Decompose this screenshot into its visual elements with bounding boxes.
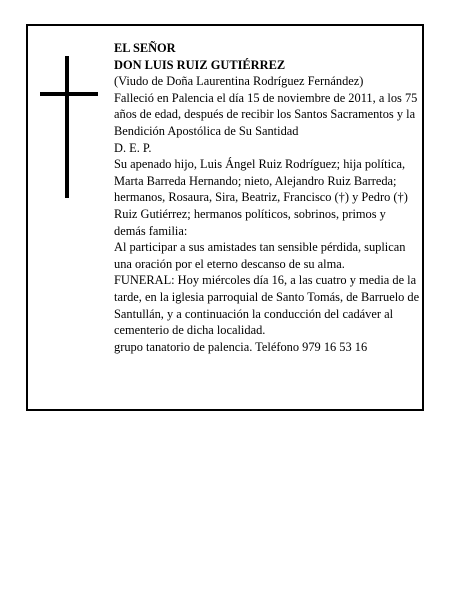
- cross-horizontal-bar: [40, 92, 98, 96]
- cross-vertical-bar: [65, 56, 69, 198]
- cross-icon: [40, 56, 98, 198]
- deceased-name: DON LUIS RUIZ GUTIÉRREZ: [114, 57, 286, 72]
- prayer-request: Al participar a sus amistades tan sensible pérdida, suplican una oración por el eterno descanso de su alma.: [114, 240, 406, 271]
- death-statement: Falleció en Palencia el día 15 de noviembre de 2011, a los 75 años de edad, después de recibir los Santos Sacramentos y la Bendición Apostólica de Su Santidad: [114, 90, 418, 138]
- widower-of: (Viudo de Doña Laurentina Rodríguez Fernández): [114, 74, 364, 89]
- obituary-notice: [26, 24, 424, 411]
- funeral-details: FUNERAL: Hoy miércoles día 16, a las cuatro y media de la tarde, en la iglesia parroquial de Santo Tomás, de Barruelo de Santullán, y a continuación la conducción del cadáver al cementerio de dicha localidad.: [114, 273, 420, 338]
- notice-title-line1: EL SEÑOR: [114, 41, 176, 55]
- funeral-home-contact: grupo tanatorio de palencia. Teléfono 979 16 53 16: [114, 339, 368, 354]
- rip-text: D. E. P.: [114, 140, 152, 155]
- notice-text: [114, 40, 420, 355]
- family-list: Su apenado hijo, Luis Ángel Ruiz Rodríguez; hija política, Marta Barreda Hernando; nieto, Alejandro Ruiz Barreda; hermanos, Rosaura, Sira, Beatriz, Francisco (†) y Pedro (†) Ruiz Gutiérrez; hermanos políticos, sobrinos, primos y demás familia:: [114, 157, 408, 238]
